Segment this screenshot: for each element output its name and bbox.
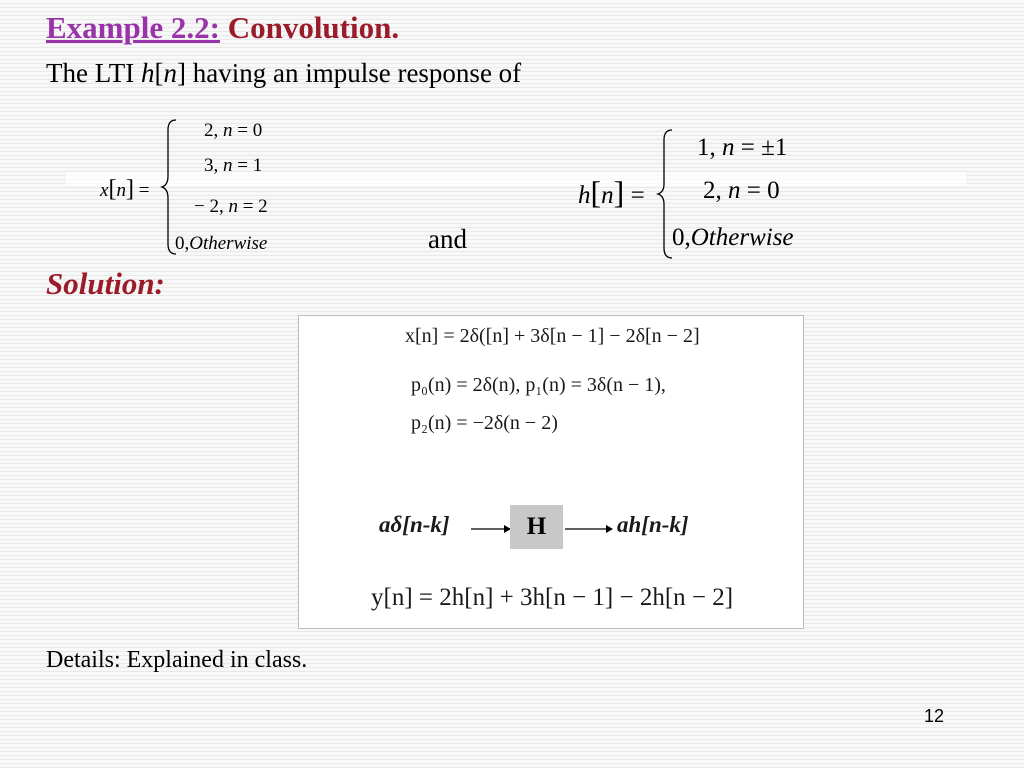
output-signal-label: ah[n-k]	[617, 512, 689, 537]
subtitle-bracket-open: [	[154, 58, 164, 88]
h-n-symbol: n	[601, 182, 614, 209]
h-case-2: 2, n = 0	[703, 177, 780, 204]
solution-panel	[298, 315, 804, 629]
x-case-2: 3, n = 1	[204, 155, 263, 176]
x-symbol: x	[100, 180, 109, 201]
subtitle-n: n	[163, 58, 177, 88]
subtitle-bracket-close: ]	[176, 58, 186, 88]
output-arrow-icon	[565, 522, 613, 536]
subtitle-h: h	[140, 58, 155, 88]
x-case-3: − 2, n = 2	[194, 196, 268, 217]
x-case-4: 0,Otherwise	[175, 233, 268, 254]
h-lhs: h[n] =	[578, 174, 645, 210]
subtitle-suffix: having an impulse response of	[185, 58, 522, 88]
details-text: Details: Explained in class.	[46, 647, 308, 673]
h-symbol: h	[578, 182, 591, 209]
x-n-symbol: n	[116, 180, 126, 201]
solution-label: Solution:	[46, 266, 165, 301]
h-case-1: 1, n = ±1	[697, 134, 788, 161]
h-case-3: 0,Otherwise	[672, 224, 794, 251]
x-lhs: x[n] =	[100, 176, 150, 202]
x-case-1: 2, n = 0	[204, 120, 263, 141]
subtitle-prefix: The LTI	[46, 58, 141, 88]
page-number: 12	[924, 706, 945, 726]
x-decomposition-equation: x[n] = 2δ([n] + 3δ[n − 1] − 2δ[n − 2]	[405, 325, 700, 347]
topic-label: Convolution.	[227, 10, 400, 45]
output-sum-equation: y[n] = 2h[n] + 3h[n − 1] − 2h[n − 2]	[371, 584, 734, 611]
highlight-band	[66, 172, 966, 186]
slide-subtitle	[46, 58, 521, 89]
and-text: and	[428, 224, 467, 254]
system-h-box: H	[510, 505, 563, 549]
input-signal-label: aδ[n-k]	[379, 512, 450, 537]
example-label: Example 2.2:	[46, 10, 220, 45]
slide-title	[46, 10, 399, 46]
p0-p1-equation: p₀(n) = 2δ(n), p₁(n) = 3δ(n − 1),	[411, 374, 666, 396]
p2-equation: p₂(n) = −2δ(n − 2)	[411, 412, 558, 434]
input-arrow-icon	[471, 522, 511, 536]
